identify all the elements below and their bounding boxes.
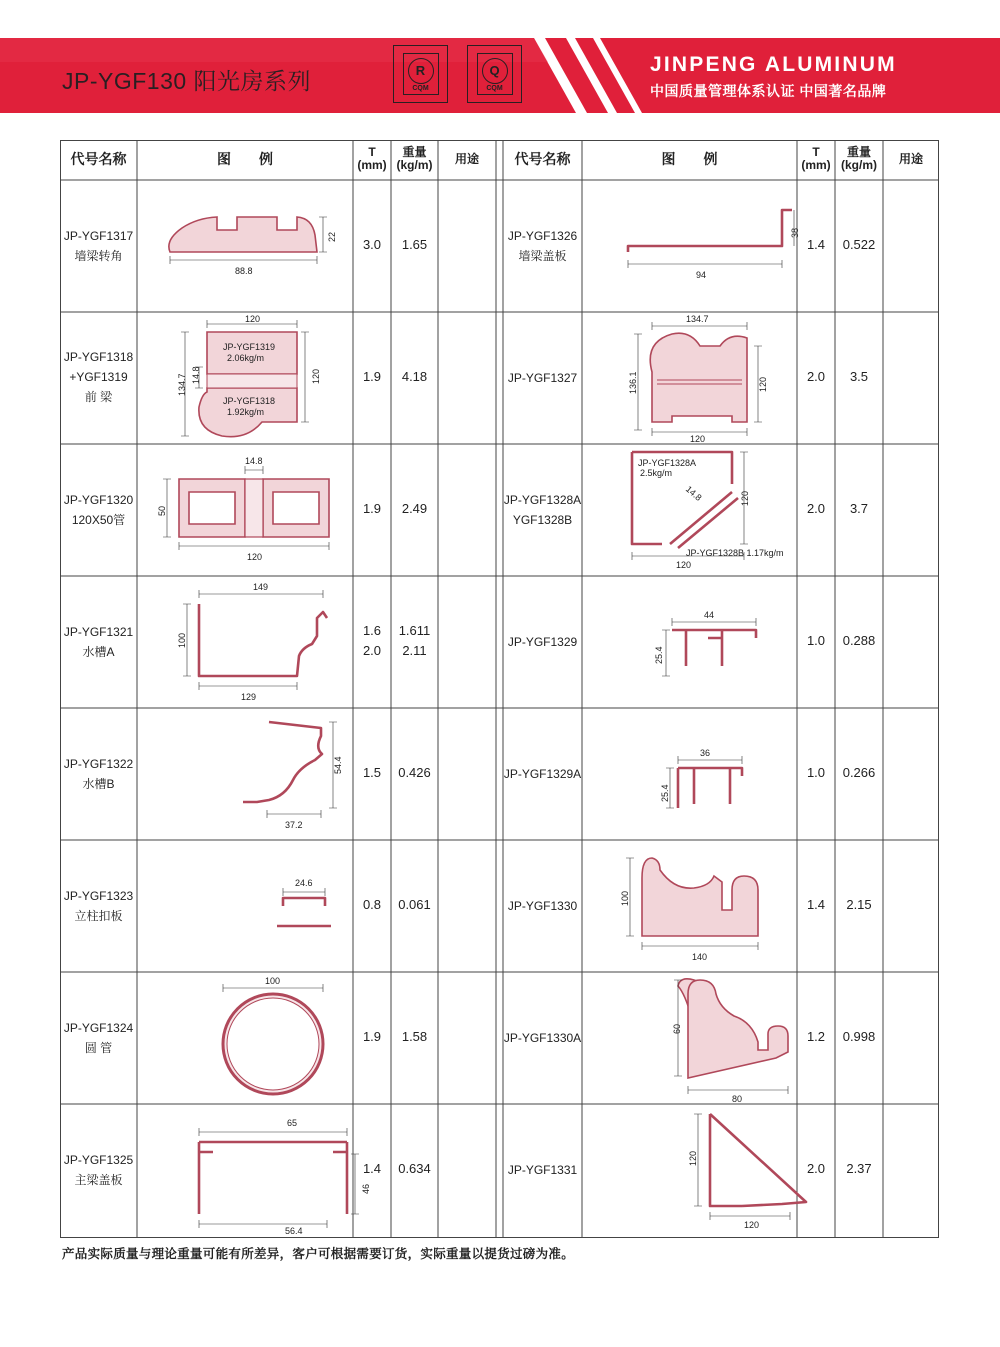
- profile-code: JP-YGF1329A: [503, 767, 582, 781]
- col-header-t-unit: (mm): [801, 158, 831, 172]
- profile-drawing-1326: [582, 180, 800, 312]
- dim-label: 120: [758, 376, 768, 392]
- dim-label: 60: [672, 1023, 682, 1034]
- profile-table: [60, 140, 939, 1238]
- profile-drawing-1320: [137, 444, 353, 576]
- col-header-code: 代号名称: [514, 151, 571, 167]
- weight: 2.15: [846, 897, 872, 912]
- profile-label: JP-YGF1328A: [638, 458, 697, 468]
- thickness: 1.5: [362, 765, 382, 780]
- col-header-usage: 用途: [454, 152, 479, 166]
- weight: 0.426: [398, 765, 431, 780]
- thickness: 1.4: [806, 237, 826, 252]
- weight: 0.522: [842, 237, 876, 252]
- thickness: 0.8: [362, 897, 382, 912]
- dim-label: 14.8: [683, 483, 704, 503]
- profile-name: 立柱扣板: [74, 909, 123, 923]
- dim-label: 22: [327, 231, 337, 242]
- profile-label: 2.5kg/m: [640, 468, 673, 478]
- cert-badge-r: [393, 45, 448, 103]
- weight: 1.65: [401, 237, 428, 252]
- weight: 3.5: [849, 369, 869, 384]
- weight: 3.7: [849, 501, 869, 516]
- dim-label: 65: [287, 1118, 298, 1128]
- profile-drawing-1330: [582, 840, 797, 972]
- cert-badge-text: CQM: [412, 85, 429, 92]
- profile-name: 墙梁转角: [74, 249, 123, 263]
- dim-label: 37.2: [285, 820, 303, 830]
- weight: 2.49: [401, 501, 428, 516]
- dim-label: 100: [177, 632, 187, 648]
- profile-name: 前 梁: [84, 390, 113, 404]
- footnote: 产品实际质量与理论重量可能有所差异，客户可根据需要订货，实际重量以提货过磅为准。: [62, 1247, 575, 1261]
- thickness: 1.6: [362, 623, 382, 638]
- profile-code: JP-YGF1326: [507, 229, 578, 243]
- profile-drawing-1322: [137, 708, 353, 840]
- dim-label: 36: [700, 748, 711, 758]
- profile-code: JP-YGF1330A: [503, 1031, 582, 1045]
- profile-label: JP-YGF1319: [223, 342, 276, 352]
- weight: 0.634: [398, 1161, 431, 1176]
- col-header-weight: 重量: [402, 145, 427, 159]
- weight: 0.061: [398, 897, 431, 912]
- profile-code: JP-YGF1323: [63, 889, 134, 903]
- thickness: 2.0: [806, 501, 826, 516]
- thickness: 1.4: [362, 1161, 382, 1176]
- dim-label: 120: [245, 314, 261, 324]
- profile-drawing-1327: [582, 312, 797, 444]
- dim-label: 134.7: [686, 314, 709, 324]
- weight: 1.58: [401, 1029, 428, 1044]
- thickness: 1.9: [362, 1029, 382, 1044]
- thickness: 1.0: [806, 633, 826, 648]
- col-header-figure: 图 例: [217, 151, 273, 167]
- thickness: 1.2: [806, 1029, 826, 1044]
- series-title: JP-YGF130 阳光房系列: [62, 68, 312, 94]
- weight: 0.266: [842, 765, 876, 780]
- profile-code-extra: +YGF1319: [69, 370, 128, 384]
- dim-label: 14.8: [245, 456, 263, 466]
- profile-drawing-1331: [582, 1104, 797, 1236]
- profile-name: 圆 管: [84, 1041, 113, 1055]
- dim-label: 129: [241, 692, 257, 702]
- dim-label: 100: [265, 976, 281, 986]
- dim-label: 50: [157, 505, 167, 516]
- dim-label: 94: [696, 270, 707, 280]
- thickness: 2.0: [806, 369, 826, 384]
- col-header-weight-unit: (kg/m): [841, 158, 877, 172]
- profile-name: 水槽A: [82, 645, 115, 659]
- profile-code: JP-YGF1330: [507, 899, 578, 913]
- profile-code: JP-YGF1318: [63, 350, 134, 364]
- dim-label: 120: [311, 368, 321, 384]
- col-header-figure: 图 例: [661, 151, 718, 167]
- profile-name: 主梁盖板: [74, 1173, 123, 1187]
- profile-drawing-1323: [137, 840, 353, 972]
- profile-drawing-1325: [137, 1104, 371, 1236]
- profile-drawing-1324: [137, 972, 353, 1104]
- thickness: 3.0: [362, 237, 382, 252]
- dim-label: 44: [704, 610, 715, 620]
- cert-badge-text: CQM: [486, 85, 503, 92]
- profile-code: JP-YGF1320: [63, 493, 134, 507]
- col-header-weight: 重量: [846, 145, 871, 159]
- thickness: 1.9: [362, 501, 382, 516]
- thickness: 1.0: [806, 765, 826, 780]
- dim-label: 25.4: [660, 784, 670, 802]
- thickness: 2.0: [806, 1161, 826, 1176]
- col-header-usage: 用途: [898, 152, 923, 166]
- dim-label: 120: [676, 560, 692, 570]
- dim-label: 24.6: [295, 878, 313, 888]
- profile-label: JP-YGF1328B 1.17kg/m: [686, 548, 784, 558]
- dim-label: 120: [740, 490, 750, 506]
- dim-label: 25.4: [654, 646, 664, 664]
- dim-label: 100: [620, 890, 630, 906]
- profile-label: JP-YGF1318: [223, 396, 276, 406]
- profile-label: 1.92kg/m: [227, 407, 265, 417]
- col-header-t: T: [812, 145, 820, 159]
- dim-label: 38: [790, 227, 800, 238]
- profile-name: 水槽B: [82, 777, 115, 791]
- profile-name: 120X50管: [71, 513, 126, 527]
- dim-label: 120: [688, 1150, 698, 1166]
- dim-label: 88.8: [235, 266, 253, 276]
- profile-code-extra: YGF1328B: [512, 513, 573, 527]
- weight-alt: 2.11: [402, 643, 427, 658]
- profile-drawing-1318: [137, 312, 353, 444]
- dim-label: 14.8: [191, 366, 201, 384]
- cert-badge-q: [467, 45, 522, 103]
- weight: 2.37: [846, 1161, 872, 1176]
- dim-label: 54.4: [333, 756, 343, 774]
- profile-drawing-1321: [137, 576, 353, 708]
- dim-label: 134.7: [177, 373, 187, 396]
- profile-code: JP-YGF1317: [63, 229, 134, 243]
- profile-label: 2.06kg/m: [227, 353, 265, 363]
- profile-code: JP-YGF1328A: [503, 493, 582, 507]
- profile-drawing-1330a: [582, 972, 797, 1104]
- thickness-alt: 2.0: [362, 643, 382, 658]
- profile-code: JP-YGF1321: [63, 625, 134, 639]
- profile-drawing-1329: [582, 576, 797, 708]
- col-header-t: T: [368, 145, 376, 159]
- profile-code: JP-YGF1329: [507, 635, 578, 649]
- dim-label: 120: [744, 1220, 760, 1230]
- dim-label: 120: [690, 434, 706, 444]
- weight: 1.611: [398, 623, 431, 638]
- dim-label: 140: [692, 952, 708, 962]
- weight: 4.18: [401, 369, 428, 384]
- profile-code: JP-YGF1322: [63, 757, 134, 771]
- dim-label: 80: [732, 1094, 743, 1104]
- cert-badge-letter: R: [408, 58, 434, 84]
- col-header-weight-unit: (kg/m): [396, 158, 433, 172]
- thickness: 1.4: [806, 897, 826, 912]
- profile-code: JP-YGF1325: [63, 1153, 134, 1167]
- brand-tagline: 中国质量管理体系认证 中国著名品牌: [650, 83, 887, 99]
- profile-code: JP-YGF1327: [507, 371, 578, 385]
- dim-label: 56.4: [285, 1226, 303, 1236]
- brand-name: JINPENG ALUMINUM: [650, 53, 897, 76]
- thickness: 1.9: [362, 369, 382, 384]
- weight: 0.998: [842, 1029, 876, 1044]
- profile-code: JP-YGF1331: [507, 1163, 578, 1177]
- dim-label: 120: [247, 552, 263, 562]
- profile-drawing-1317: [137, 180, 353, 312]
- profile-code: JP-YGF1324: [63, 1021, 134, 1035]
- profile-name: 墙梁盖板: [518, 249, 567, 263]
- profile-drawing-1328: [582, 444, 797, 576]
- cert-badge-letter: Q: [482, 58, 508, 84]
- dim-label: 149: [253, 582, 269, 592]
- dim-label: 46: [361, 1183, 371, 1194]
- dim-label: 136.1: [628, 371, 638, 394]
- profile-drawing-1329a: [582, 708, 797, 840]
- col-header-code: 代号名称: [70, 151, 127, 167]
- col-header-t-unit: (mm): [357, 158, 387, 172]
- weight: 0.288: [842, 633, 876, 648]
